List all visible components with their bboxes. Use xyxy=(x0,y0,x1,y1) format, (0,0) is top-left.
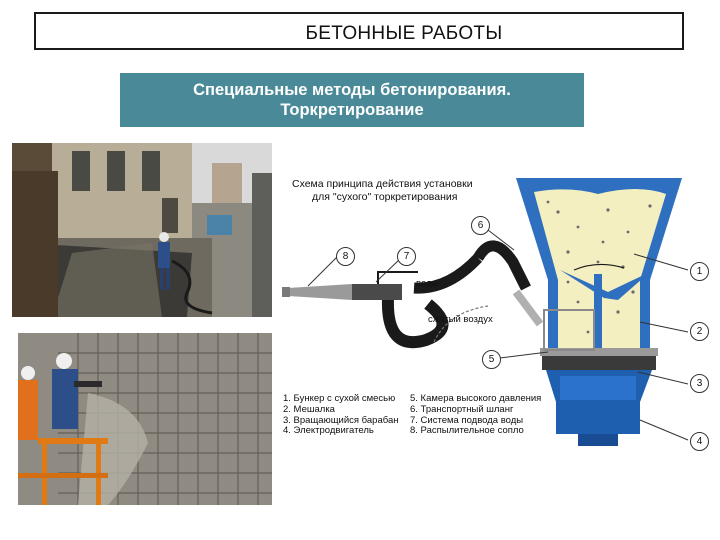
diagram-title-line-2: для "сухого" торкретирования xyxy=(312,191,458,203)
subtitle-box xyxy=(120,73,584,127)
callout-3: 3 xyxy=(690,374,709,393)
legend-item-4: 4. Электродвигатель xyxy=(283,425,374,437)
title-box xyxy=(34,12,684,50)
legend-item-5: 5. Камера высокого давления xyxy=(410,393,542,404)
photo-workers-shotcrete xyxy=(18,333,272,505)
water-label: вода xyxy=(416,278,437,289)
callout-7: 7 xyxy=(397,247,416,266)
air-label: сжатый воздух xyxy=(428,314,493,325)
callout-1: 1 xyxy=(690,262,709,281)
legend-item-2: 2. Мешалка xyxy=(283,403,335,415)
photo-workers-shotcrete-image xyxy=(18,333,272,505)
legend-left xyxy=(283,394,398,437)
subtitle-line-2: Торкретирование xyxy=(280,101,424,119)
legend-item-6: 6. Транспортный шланг xyxy=(410,403,514,415)
legend-item-1: 1. Бункер с сухой смесью xyxy=(283,393,396,404)
diagram-title-line-1: Схема принципа действия установки xyxy=(292,178,473,190)
photo-worker-street-image xyxy=(12,143,272,317)
legend-item-3: 3. Вращающийся барабан xyxy=(283,414,399,426)
photo-worker-street xyxy=(12,143,272,317)
legend-right xyxy=(410,394,541,437)
nozzle-icon xyxy=(288,284,352,300)
diagram-title xyxy=(292,178,473,204)
callout-4: 4 xyxy=(690,432,709,451)
legend-item-8: 8. Распылительное сопло xyxy=(410,425,524,437)
subtitle-line-1: Специальные методы бетонирования. xyxy=(193,81,511,99)
callout-5: 5 xyxy=(482,350,501,369)
callout-2: 2 xyxy=(690,322,709,341)
legend-item-7: 7. Система подвода воды xyxy=(410,414,524,426)
callout-8: 8 xyxy=(336,247,355,266)
callout-6: 6 xyxy=(471,216,490,235)
page-title: БЕТОННЫЕ РАБОТЫ xyxy=(305,23,503,44)
